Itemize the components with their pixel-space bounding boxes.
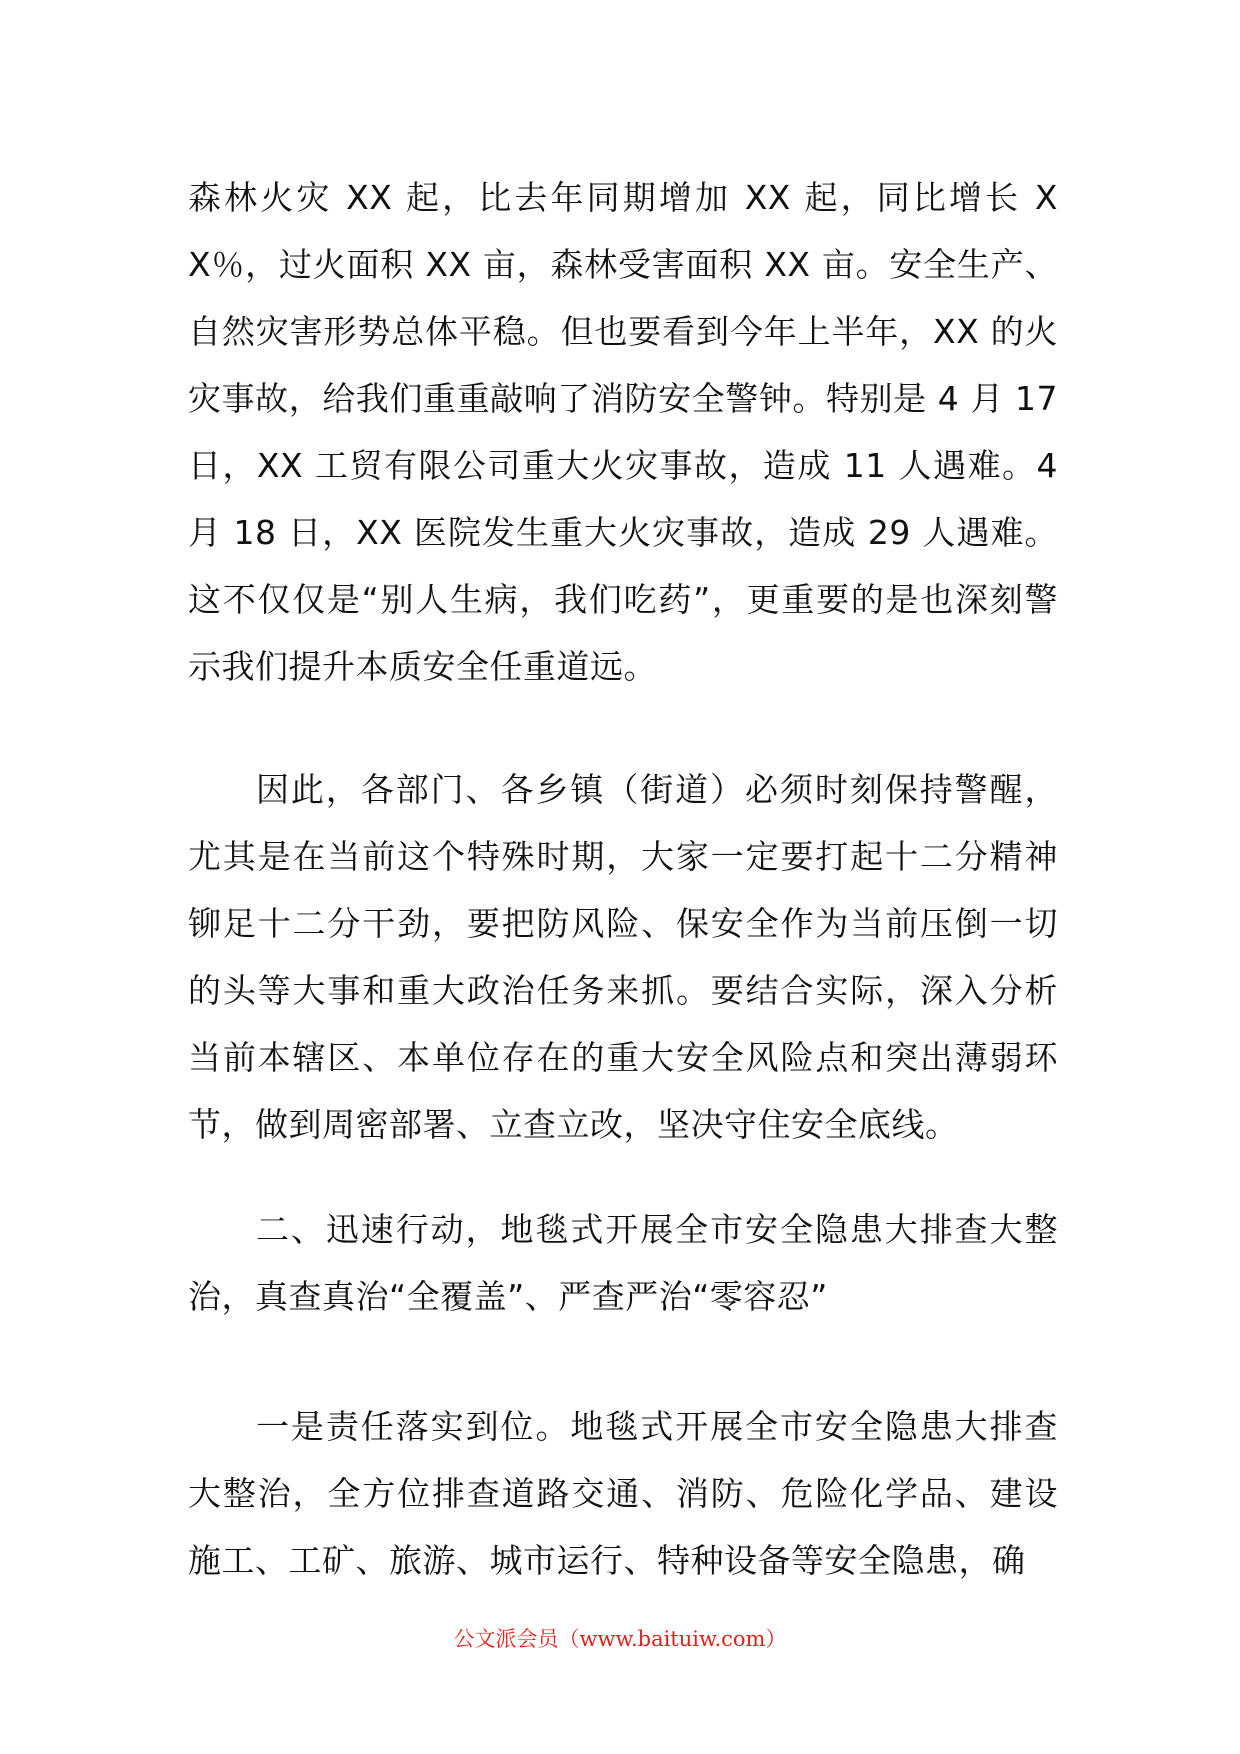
body-paragraph-continued: 森林火灾 XX 起，比去年同期增加 XX 起，同比增长 XX％，过火面积 XX 亩，森林受害面积 XX 亩。安全生产、自然灾害形势总体平稳。但也要看到今年上半年，XX 的火灾事故，给我们重重敲响了消防安全警钟。特别是 4 月 17 日，XX 工贸有限公司重大火灾事故，造成 11 人遇难。4 月 18 日，XX 医院发生重大火灾事故，造成 29 人遇难。这不仅仅是“别人生病，我们吃药”，更重要的是也深刻警示我们提升本质安全任重道远。	[188, 178, 1058, 686]
body-paragraph: 因此，各部门、各乡镇（街道）必须时刻保持警醒，尤其是在当前这个特殊时期，大家一定要打起十二分精神铆足十二分干劲，要把防风险、保安全作为当前压倒一切的头等大事和重大政治任务来抓。要结合实际，深入分析当前本辖区、本单位存在的重大安全风险点和突出薄弱环节，做到周密部署、立查立改，坚决守住安全底线。	[188, 770, 1058, 1144]
section-heading: 二、迅速行动，地毯式开展全市安全隐患大排查大整治，真查真治“全覆盖”、严查严治“零容忍”	[188, 1210, 1058, 1316]
footer-watermark: 公文派会员（www.baituiw.com）	[453, 1627, 787, 1651]
body-paragraph: 一是责任落实到位。地毯式开展全市安全隐患大排查大整治，全方位排查道路交通、消防、危险化学品、建设施工、工矿、旅游、城市运行、特种设备等安全隐患，确	[188, 1407, 1058, 1580]
